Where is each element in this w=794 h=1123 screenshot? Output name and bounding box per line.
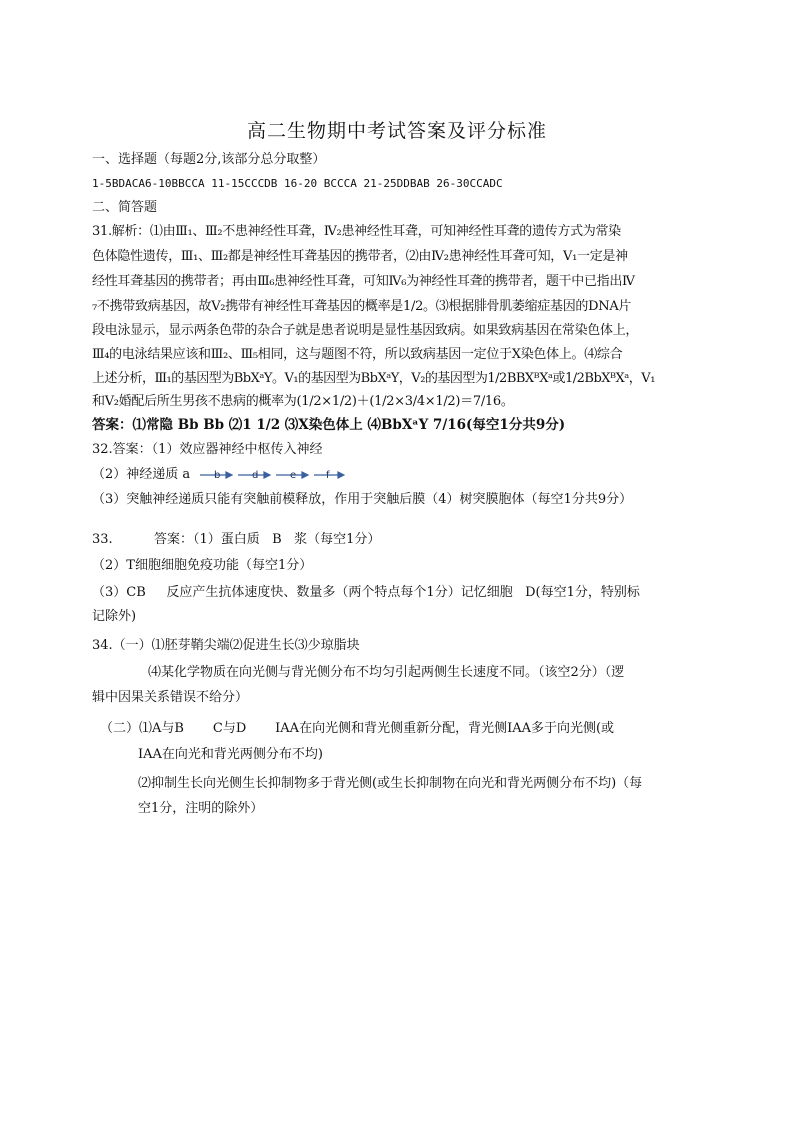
q33-answer-3: （3）CB 反应产生抗体速度快、数量多（两个特点每个1分）记忆细胞 D(每空1分，特别标 — [92, 585, 640, 600]
q32-answer-3: （3）突触神经递质只能有突触前模释放，作用于突触后膜（4）树突膜胞体（每空1分共9分） — [92, 492, 633, 507]
q31-line: 经性耳聋基因的携带者；再由Ⅲ₆患神经性耳聋，可知Ⅳ₆为神经性耳聋的携带者，题干中已指出Ⅳ — [92, 274, 635, 289]
q32-answer-2 — [92, 466, 345, 484]
q34-part2-cont: IAA在向光和背光两侧分布不均) — [138, 747, 323, 762]
q31-line: 段电泳显示，显示两条色带的杂合子就是患者说明是显性基因致病。如果致病基因在常染色体上， — [92, 323, 639, 338]
q31-line: Ⅲ₄的电泳结果应该和Ⅲ₂、Ⅲ₅相同，这与题图不符，所以致病基因一定位于X染色体上。⑷综合 — [92, 347, 623, 362]
q34-part1-4-cont: 辑中因果关系错误不给分） — [92, 690, 249, 705]
arrow-label: d — [252, 469, 259, 481]
arrow-head — [226, 472, 232, 478]
arrow-label: e — [290, 469, 297, 481]
q31-line: 和Ⅴ₂婚配后所生男孩不患病的概率为(1/2×1/2)＋(1/2×3/4×1/2)＝7/16。 — [92, 394, 514, 409]
arrow-label: b — [214, 469, 221, 481]
q31-answer: 答案：⑴常隐 Bb Bb ⑵1 1/2 ⑶X染色体上 ⑷BbXᵃY 7/16(每空1分共9分) — [92, 417, 566, 433]
section-heading-short-answer: 二、简答题 — [92, 200, 158, 215]
q31-line: 色体隐性遗传，Ⅲ₁、Ⅲ₂都是神经性耳聋基因的携带者，⑵由Ⅳ₂患神经性耳聋可知，Ⅴ₁一定是神 — [92, 249, 628, 264]
q32-answer-2-text: （2）神经递质 a — [92, 467, 191, 482]
q31-line: 上述分析，Ⅲ₁的基因型为BbXᵃY。Ⅴ₁的基因型为BbXᵃY，Ⅴ₂的基因型为1/2BBXᴮXᵃ或1/2BbXᴮXᵃ，Ⅴ₁ — [92, 371, 655, 386]
q34-part2: （二）⑴A与B C与D IAA在向光侧和背光侧重新分配，背光侧IAA多于向光侧(或 — [100, 721, 615, 736]
multiple-choice-answers: 1-5BDACA6-10BBCCA 11-15CCCDB 16-20 BCCCA 21-25DDBAB 26-30CCADC — [92, 177, 503, 190]
arrow-head — [338, 472, 344, 478]
section-heading-multiple-choice: 一、选择题（每题2分,该部分总分取整） — [92, 152, 326, 167]
q32-answer-1: 32.答案：（1）效应器神经中枢传入神经 — [92, 442, 323, 457]
q34-part1: 34.（一）⑴胚芽鞘尖端⑵促进生长⑶少琼脂块 — [92, 638, 360, 653]
arrow-head — [264, 472, 270, 478]
q34-part2-2-cont: 空1分，注明的除外） — [138, 801, 264, 816]
q33-answer-1: 33. 答案：（1）蛋白质 B 浆（每空1分） — [92, 532, 381, 547]
q34-part2-2: ⑵抑制生长向光侧生长抑制物多于背光侧(或生长抑制物在向光和背光两侧分布不均)（每 — [138, 776, 643, 791]
q33-answer-3-cont: 记除外) — [92, 609, 137, 624]
q34-part1-4: ⑷某化学物质在向光侧与背光侧分布不均匀引起两侧生长速度不同。（该空2分）（逻 — [148, 665, 625, 680]
q33-answer-2: （2）T细胞细胞免疫功能（每空1分） — [92, 558, 313, 573]
q31-line: 31.解析：⑴由Ⅲ₁、Ⅲ₂不患神经性耳聋，Ⅳ₂患神经性耳聋，可知神经性耳聋的遗传方式为常染 — [92, 224, 621, 239]
arrow-label: f — [326, 469, 330, 481]
arrow-head — [302, 472, 308, 478]
q31-line: ₇不携带致病基因，故Ⅴ₂携带有神经性耳聋基因的概率是1/2。⑶根据腓骨肌萎缩症基因的DNA片 — [92, 299, 632, 314]
document-title: 高二生物期中考试答案及评分标准 — [246, 120, 547, 142]
neural-pathway-arrows — [200, 467, 345, 483]
